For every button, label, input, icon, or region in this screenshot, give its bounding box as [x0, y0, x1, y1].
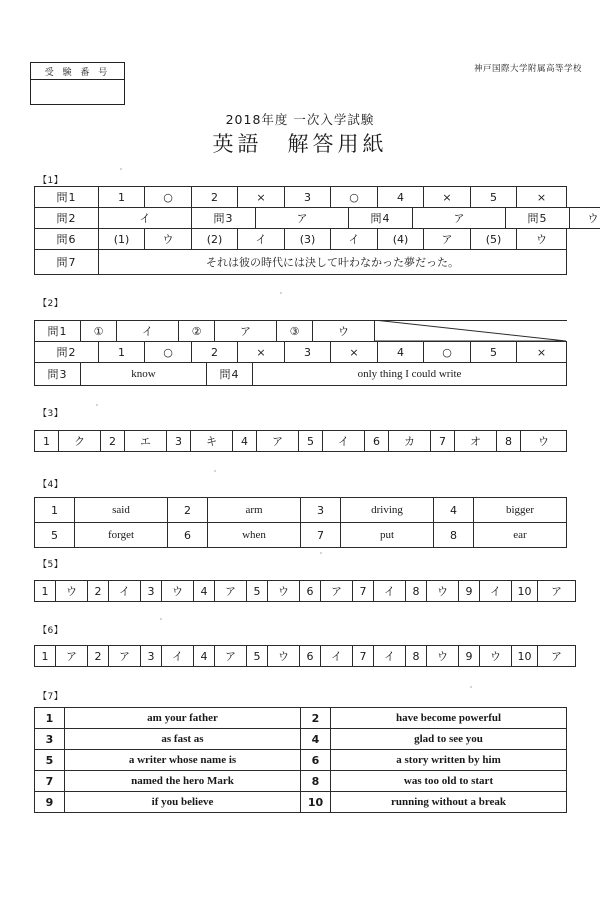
section-label-6: 【6】 [38, 626, 64, 636]
item-number: 5 [471, 342, 517, 363]
item-number: 4 [378, 187, 424, 208]
answer-cell[interactable]: have become powerful [331, 708, 567, 729]
table-row [35, 771, 567, 792]
section-2-row2-table [34, 341, 567, 363]
item-number: 3 [301, 498, 341, 523]
table-row [35, 363, 567, 386]
unused-cell [375, 321, 567, 342]
item-number: 10 [512, 646, 538, 667]
answer-cell[interactable]: ア [257, 431, 299, 452]
answer-cell[interactable]: イ [99, 208, 192, 229]
answer-cell[interactable]: ア [256, 208, 349, 229]
item-number: 3 [167, 431, 191, 452]
answer-cell[interactable]: イ [238, 229, 285, 250]
row-label-q3: 問3 [35, 363, 81, 386]
school-name: 神戸国際大学附属高等学校 [473, 64, 582, 74]
answer-cell[interactable]: ウ [268, 581, 300, 602]
answer-cell[interactable]: ear [474, 523, 567, 548]
section-label-5: 【5】 [38, 560, 64, 570]
row-label-q4: 問4 [349, 208, 413, 229]
exam-number-label: 受 験 番 号 [30, 62, 125, 80]
item-number: 5 [35, 523, 75, 548]
item-number: 4 [378, 342, 424, 363]
answer-cell[interactable]: ウ [56, 581, 88, 602]
item-number: 1 [99, 187, 145, 208]
item-number: 7 [35, 771, 65, 792]
answer-cell[interactable]: ウ [570, 208, 600, 229]
item-number: 7 [353, 581, 374, 602]
item-number: (1) [99, 229, 145, 250]
answer-cell[interactable]: only thing I could write [253, 363, 567, 386]
item-number: ③ [277, 321, 313, 342]
section-7-table [34, 707, 567, 813]
answer-cell[interactable]: イ [480, 581, 512, 602]
section-1-table [34, 186, 567, 208]
answer-cell[interactable]: ア [538, 581, 576, 602]
answer-cell[interactable]: × [238, 342, 285, 363]
item-number: 10 [512, 581, 538, 602]
answer-cell[interactable]: ク [59, 431, 101, 452]
answer-cell[interactable]: ア [215, 646, 247, 667]
answer-cell[interactable]: ウ [517, 229, 567, 250]
answer-cell[interactable]: forget [75, 523, 168, 548]
answer-cell[interactable]: ア [109, 646, 141, 667]
answer-cell[interactable]: ア [413, 208, 506, 229]
section-5-table [34, 580, 576, 602]
item-number: 1 [35, 498, 75, 523]
row-label-q6: 問6 [35, 229, 99, 250]
item-number: (4) [378, 229, 424, 250]
item-number: (5) [471, 229, 517, 250]
item-number: 6 [365, 431, 389, 452]
table-row [35, 208, 600, 229]
table-row [35, 523, 567, 548]
section-1-row4-table [34, 249, 567, 275]
exam-year-title: 2018年度 一次入学試験 [225, 112, 375, 127]
item-number: 7 [353, 646, 374, 667]
item-number: 3 [285, 342, 331, 363]
answer-cell[interactable]: ウ [268, 646, 300, 667]
row-label-q4: 問4 [207, 363, 253, 386]
answer-cell[interactable]: as fast as [65, 729, 301, 750]
section-1-row2-table [34, 207, 600, 229]
item-number: 4 [233, 431, 257, 452]
section-label-1: 【1】 [38, 176, 64, 186]
item-number: 3 [141, 646, 162, 667]
answer-cell[interactable]: glad to see you [331, 729, 567, 750]
answer-cell[interactable]: イ [117, 321, 179, 342]
table-row [35, 498, 567, 523]
item-number: 2 [168, 498, 208, 523]
row-label-q3: 問3 [192, 208, 256, 229]
item-number: 2 [101, 431, 125, 452]
item-number: 8 [497, 431, 521, 452]
answer-cell[interactable]: イ [109, 581, 141, 602]
row-label-q1: 問1 [35, 187, 99, 208]
answer-cell[interactable]: know [81, 363, 207, 386]
section-2-row1-table [34, 320, 567, 342]
answer-cell[interactable]: am your father [65, 708, 301, 729]
item-number: 3 [141, 581, 162, 602]
item-number: 5 [247, 581, 268, 602]
answer-cell[interactable]: ア [538, 646, 576, 667]
item-number: 1 [99, 342, 145, 363]
item-number: 4 [434, 498, 474, 523]
table-row [35, 250, 567, 275]
answer-cell[interactable]: when [208, 523, 301, 548]
answer-cell[interactable]: ア [321, 581, 353, 602]
item-number: 2 [192, 187, 238, 208]
item-number: 5 [247, 646, 268, 667]
item-number: 6 [168, 523, 208, 548]
item-number: 5 [35, 750, 65, 771]
section-6-table [34, 645, 576, 667]
item-number: (2) [192, 229, 238, 250]
answer-cell[interactable]: a writer whose name is [65, 750, 301, 771]
answer-cell[interactable]: イ [162, 646, 194, 667]
item-number: 1 [35, 708, 65, 729]
item-number: 2 [88, 581, 109, 602]
row-label-q5: 問5 [506, 208, 570, 229]
section-4-table [34, 497, 567, 548]
item-number: 1 [35, 646, 56, 667]
item-number: 2 [88, 646, 109, 667]
item-number: 9 [35, 792, 65, 813]
item-number: (3) [285, 229, 331, 250]
answer-cell[interactable]: if you believe [65, 792, 301, 813]
table-row [35, 646, 576, 667]
item-number: 7 [431, 431, 455, 452]
table-row [35, 187, 567, 208]
answer-cell[interactable]: running without a break [331, 792, 567, 813]
answer-cell[interactable]: a story written by him [331, 750, 567, 771]
answer-cell[interactable]: ウ [521, 431, 567, 452]
answer-cell[interactable]: ウ [427, 646, 459, 667]
table-row [35, 229, 567, 250]
answer-cell[interactable]: × [517, 342, 567, 363]
answer-cell[interactable]: × [331, 342, 378, 363]
item-number: ① [81, 321, 117, 342]
answer-cell[interactable]: イ [321, 646, 353, 667]
item-number: 6 [301, 750, 331, 771]
answer-cell[interactable]: driving [341, 498, 434, 523]
item-number: 5 [299, 431, 323, 452]
row-label-q2: 問2 [35, 208, 99, 229]
exam-number-input[interactable] [30, 80, 125, 105]
answer-cell[interactable]: × [517, 187, 567, 208]
item-number: 2 [301, 708, 331, 729]
answer-cell[interactable]: イ [374, 646, 406, 667]
answer-cell[interactable]: キ [191, 431, 233, 452]
table-row [35, 792, 567, 813]
table-row [35, 431, 567, 452]
section-label-3: 【3】 [38, 409, 64, 419]
answer-cell[interactable]: ア [215, 321, 277, 342]
answer-cell-translation[interactable]: それは彼の時代には決して叶わなかった夢だった。 [99, 250, 567, 275]
item-number: 8 [301, 771, 331, 792]
item-number: 1 [35, 581, 56, 602]
answer-cell[interactable]: イ [323, 431, 365, 452]
section-3-table [34, 430, 567, 452]
answer-cell[interactable]: ウ [313, 321, 375, 342]
answer-cell[interactable]: エ [125, 431, 167, 452]
answer-cell[interactable]: オ [455, 431, 497, 452]
answer-cell[interactable]: イ [374, 581, 406, 602]
item-number: 2 [192, 342, 238, 363]
section-label-2: 【2】 [38, 299, 64, 309]
item-number: 4 [301, 729, 331, 750]
answer-cell[interactable]: ウ [145, 229, 192, 250]
answer-cell[interactable]: put [341, 523, 434, 548]
table-row [35, 321, 567, 342]
item-number: 6 [300, 581, 321, 602]
answer-cell[interactable]: was too old to start [331, 771, 567, 792]
exam-number-block [30, 62, 125, 105]
row-label-q2: 問2 [35, 342, 99, 363]
item-number: 9 [459, 581, 480, 602]
answer-cell[interactable]: カ [389, 431, 431, 452]
page-title: 英語 解答用紙 [212, 132, 388, 156]
item-number: 8 [406, 581, 427, 602]
item-number: 3 [285, 187, 331, 208]
table-row [35, 750, 567, 771]
item-number: 1 [35, 431, 59, 452]
answer-cell[interactable]: named the hero Mark [65, 771, 301, 792]
section-1-row3-table [34, 228, 567, 250]
item-number: 4 [194, 581, 215, 602]
item-number: 7 [301, 523, 341, 548]
table-row [35, 342, 567, 363]
table-row [35, 729, 567, 750]
answer-cell[interactable]: × [424, 187, 471, 208]
answer-cell[interactable]: ア [424, 229, 471, 250]
answer-cell[interactable]: ウ [427, 581, 459, 602]
item-number: ② [179, 321, 215, 342]
answer-cell[interactable]: ○ [145, 342, 192, 363]
answer-cell[interactable]: said [75, 498, 168, 523]
answer-cell[interactable]: × [238, 187, 285, 208]
item-number: 9 [459, 646, 480, 667]
table-row [35, 581, 576, 602]
item-number: 8 [434, 523, 474, 548]
answer-cell[interactable]: ○ [331, 187, 378, 208]
answer-cell[interactable]: bigger [474, 498, 567, 523]
answer-cell[interactable]: ○ [424, 342, 471, 363]
item-number: 5 [471, 187, 517, 208]
answer-cell[interactable]: ○ [145, 187, 192, 208]
item-number: 10 [301, 792, 331, 813]
answer-cell[interactable]: イ [331, 229, 378, 250]
section-label-7: 【7】 [38, 692, 64, 702]
table-row [35, 708, 567, 729]
item-number: 4 [194, 646, 215, 667]
item-number: 8 [406, 646, 427, 667]
row-label-q1: 問1 [35, 321, 81, 342]
answer-cell[interactable]: ウ [162, 581, 194, 602]
answer-cell[interactable]: ウ [480, 646, 512, 667]
item-number: 3 [35, 729, 65, 750]
answer-cell[interactable]: ア [56, 646, 88, 667]
section-label-4: 【4】 [38, 480, 64, 490]
answer-cell[interactable]: arm [208, 498, 301, 523]
item-number: 6 [300, 646, 321, 667]
row-label-q7: 問7 [35, 250, 99, 275]
answer-cell[interactable]: ア [215, 581, 247, 602]
section-2-row3-table [34, 362, 567, 386]
